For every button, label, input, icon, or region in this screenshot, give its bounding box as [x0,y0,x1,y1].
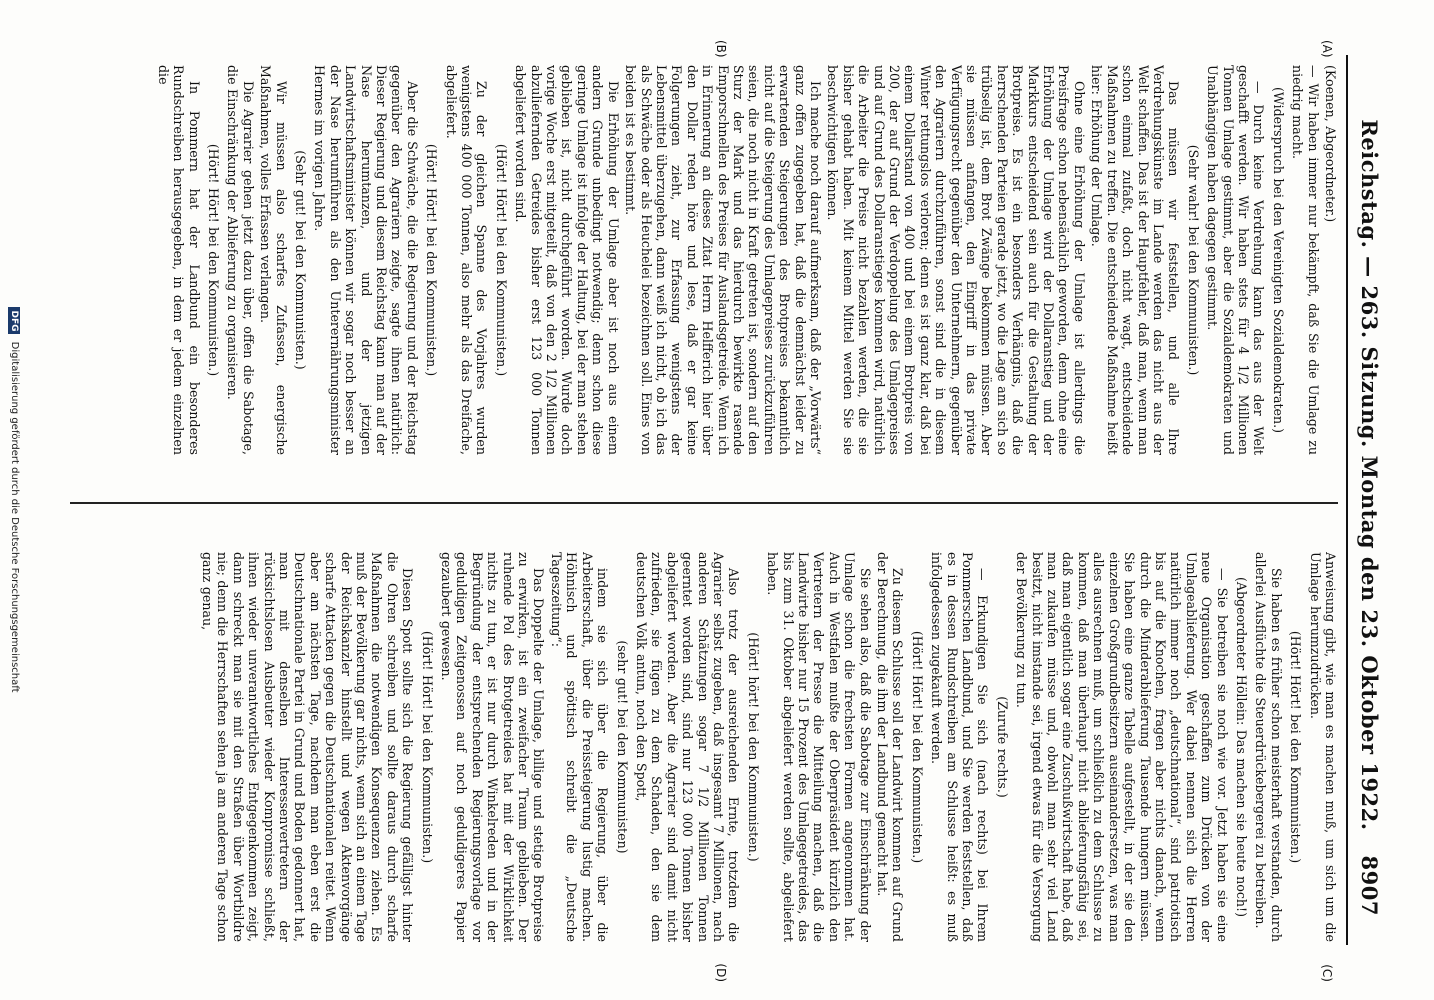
paragraph: (Koenen, Abgeordneter.) [1323,65,1338,223]
paragraph: Aber die Schwäche, die die Regierung und der Reichstag gegenüber den Agrariern zeigte, sagte ihnen natürlich: Dieser Regierung und diesem Reichstag kann man auf der Nase herumtanzen, und der jetzigen Landwirtschaftsminister können wir sogar noch besser an der Nase herumführen als den Unterernährungsminister Hermes im vorigen Jahre. [312,65,420,455]
left-column [70,65,1338,455]
interjection: (Hört! hört! bei den Kommunisten.) [745,632,761,862]
paragraph: indem sie sich über die Regierung, über die Arbeiterschaft, über die Preissteigerung lustig machen. Höhnisch und spöttisch schreibt die „Deutsche Tageszeitung“: [548,552,611,942]
interjection: (Zurufe rechts.) [994,696,1010,798]
paragraph: Diesen Spott sollte sich die Regierung gefälligst hinter die Ohren schreiben und sollte daraus durch scharfe Maßnahmen die notwendigen Konsequenzen ziehen. Es muß der Bevölkerung gar nichts, wenn sich an einem Tage der Reichskanzler hinstellt und wegen Aktenvorgänge scharfe Attacken gegen die Deutschnationalen reitet. Wenn aber am nächsten Tage, nachdem man eben erst die Deutschnationale Partei in Grund und Boden gedonnert hat, man mit denselben Interessenvertretern der rücksichtslosen Ausbeuter wieder Kompromisse schließt, ihnen wieder unverantwortliches Entgegenkommen zeigt, dann schreckt man sie mit den Straßen über Wortbildre nie; denn die Herrschaften sehen ja am anderen Tage schon ganz genau, [199,552,416,942]
paragraph: Ich mache noch darauf aufmerksam, daß der „Vorwärts“ ganz offen zugegeben hat, daß die demnächst leider zu erwartenden Steigerungen des Brotpreises bekanntlich nicht auf die Steigerung des Umlagepreises zurückzuführen seien, die noch nicht in Kraft getreten ist, sondern auf den Sturz der Mark und das hierdurch bewirkte rasende Emporschnellen des Preises für Auslandsgetreide. Wenn ich in Erinnerung an dieses Zitat Herrn Helfferich hier über den Dollar reden höre und lese, daß er gar keine Folgerungen zieht, zur Erfassung wenigstens der Lebensmittel überzugehen, dann weiß ich nicht, ob ich das als Schwäche oder als Heuchelei bezeichnen soll. Eines von beiden ist es bestimmt. [623,65,823,455]
page-number: 8907 [1357,855,1382,916]
interjection: (Hört! Hört! bei den Kommunisten.) [909,630,925,864]
paragraph: Also trotz der ausreichenden Ernte, trotzdem die Agrarier selbst zugeben, daß insgesamt 7 Millionen, nach anderen Schätzungen sogar 7 1/2 Millionen Tonnen geerntet worden sind, sind nur 123 000 Tonnen bisher abgeliefert worden. Aber die Agrarier sind damit nicht zufrieden, sie fügen zu dem Schaden, den sie dem deutschen Volk antun, noch den Spott, [633,552,742,942]
footer-text: Digitalisierung gefördert durch die Deutsche Forschungsgemeinschaft [9,341,20,693]
footer [8,0,20,1000]
interjection: (Hört! Hört! bei den Kommunisten.) [1288,630,1304,864]
paragraph: Die Erhöhung der Umlage aber ist noch aus einem andern Grunde unbedingt notwendig; denn schon diese geringe Umlage ist infolge der Haltung, bei der man stehen geblieben ist, nicht durchgeführt worden. Wurde doch vorige Woche erst mitgeteilt, daß von den 2 1/2 Millionen abzuliefernden Getreides bisher erst 123 000 Tonnen abgeliefert worden sind. [513,65,621,455]
interjection: (Abgeordneter Höllein: Das machen sie heute noch!) [1233,576,1249,918]
paragraph: Ohne eine Erhöhung der Umlage ist allerdings die Preisfrage schon nebensächlich geworden, denn ohne eine Erhöhung der Umlage wird der Dollaranstieg und der Markkurs entscheidend sein auch für die Gestaltung der Brotpreise. Es ist ein besonders Verhängnis, daß die herrschenden Parteien gerade jetzt, wo die Lage am sich so trübselig ist, dem Brot Zwänge bekommen müssen. Aber sie müssen anfangen, den Eingriff in das private Verfügungsrecht gegenüber den Unternehmern, gegenüber den Agrariern durchzuführen, sonst sind die in diesem Winter rettungslos verloren; denn es ist ganz klar, daß bei einem Dollarstand von 400 und bei einem Brotpreis von 200, der auf Grund der Verdoppelung des Umlagepreises und auf Grund des Dollaranstieges kommen wird, natürlich die Arbeiter die Preise nicht bezahlen werden, die sie bisher gehabt haben. Mit keinem Mittel werden Sie sie beschwichtigen können. [825,65,1087,455]
interjection: (Widerspruch bei den Vereinigten Sozialdemokraten.) [1270,86,1286,434]
paragraph: Das Doppelte der Umlage, billige und stetige Brotpreise zu erwirken, ist ein zweifacher Traum geblieben. Der ruhende Pol des Brotgetreides hat mit der Wirklichkeit nichts zu tun, er ist nur durch Winkelreden und in der Begründung der entsprechenden Regierungsvorlage vor geduldigen Zeitgenossen auf noch geduldigeres Papier gezaubert gewesen. [439,552,547,942]
interjection: (Hört! Hört! bei den Kommunisten.) [493,143,509,377]
margin-mark-a: (A) [1320,40,1334,58]
interjection: (Hört! Hört! bei den Kommunisten.) [424,143,440,377]
paragraph: Sie sehen also, daß die Sabotage zur Einschränkung der Umlage schon die frechsten Formen angenommen hat. Auch in Westfalen mußte der Oberpräsident kürzlich den Vertretern der Presse die Mitteilung machen, daß die Landwirte bisher nur 15 Prozent des Umlagegetreides, das bis zum 31. Oktober abgeliefert werden sollte, abgeliefert haben. [765,552,873,942]
page-title: Reichstag. — 263. Sitzung. Montag den 23. Oktober 1922. [1357,119,1382,831]
paragraph: Sie haben es früher schon meisterhaft verstanden, durch allerlei Ausflüchte die Steuerdrückebergerei zu betreiben. [1253,552,1284,942]
paragraph: In Pommern hat der Landbund ein besonderes Rundschreiben herausgegeben, in dem er jedem einzelnen die [155,65,202,455]
column-divider [70,502,1338,504]
margin-mark-c: (C) [1320,964,1334,982]
right-column [70,552,1338,942]
paragraph: — Wir haben immer nur bekämpft, daß Sie die Umlage zu niedrig macht. [1290,65,1321,455]
paragraph: Zu diesem Schlusse soll der Landwirt kommen auf Grund der Berechnung, die ihm der Landbund gemacht hat. [875,552,906,942]
dfg-logo: DFG [8,307,20,334]
interjection: (Sehr wahr! bei den Kommunisten.) [1185,144,1201,376]
paragraph: Anweisung gibt, wie man es machen muß, um sich um die Umlage herumzudrücken. [1307,552,1338,942]
paragraph: Zu der gleichen Spanne des Vorjahres wurden wenigstens 400 000 Tonnen, also mehr als das Dreifache, abgeliefert. [443,65,490,455]
interjection: (Hört! Hört! bei den Kommunisten.) [205,143,221,377]
paragraph: — Erkundigen Sie sich (nach rechts) bei Ihrem Pommerschen Landbund, und Sie werden feststellen, daß es in dessen Rundschreiben am Schlusse heißt: es muß infolgedessen zugekauft werden. [929,552,991,942]
header-rule [1346,55,1348,945]
paragraph: Wir müssen also scharfes Zufassen, energische Maßnahmen, volles Erfassen verlangen. [258,65,289,455]
page-header [1348,40,1382,960]
interjection: (sehr gut! bei den Kommunisten) [614,640,630,854]
margin-mark-d: (D) [714,963,728,982]
margin-mark-b: (B) [714,40,728,58]
paragraph: — Durch keine Verdrehung kann das aus der Welt geschafft werden. Wir haben stets für 4 1/2 Millionen Tonnen Umlage gestimmt, aber die Sozialdemokraten und Unabhängigen haben dagegen gestimmt. [1205,65,1267,455]
paragraph: — Sie betreiben sie noch wie vor. Jetzt haben sie eine neue Organisation geschaffen zum Drücken von der Umlageablieferung. Wer dabei nennen sich die Herren natürlich immer noch „deutschnational“, sind patriotisch bis auf die Knochen, fragen aber nichts danach, wenn durch die Minderablieferung Tausende hungern müssen. Sie haben eine ganze Tabelle aufgestellt, in der sie den einzelnen Großgrundbesitzern auseinandersetzen, was man alles ausrechnen muß, um schließlich zu dem Schlusse zu kommen, daß man überhaupt nicht ablieferungsfähig sei, daß man eigentlich sogar eine Zuschußwirtschaft habe, daß man zukaufen müsse und, obwohl man sehr viel Land besitzt, nicht imstande sei, irgend etwas für die Versorgung der Bevölkerung zu tun. [1014,552,1230,942]
interjection: (Sehr gut! bei den Kommunisten.) [293,150,308,370]
interjection: (Hört! Hört! bei den Kommunisten.) [419,630,435,864]
paragraph: Die Agrarier gehen jetzt dazu über, offen die Sabotage, die Einschränkung der Ablieferung zu organisieren. [225,65,256,455]
paragraph: Das müssen wir feststellen, und alle Ihre Verdrehungskünste im Lande werden das nicht aus der Welt schaffen. Das ist der Hauptfehler, daß man, wenn man schon einmal zufaßt, doch nicht wagt, entscheidende Maßnahmen zu treffen. Die entscheidende Maßnahme heißt hier: Erhöhung der Umlage. [1089,65,1182,455]
